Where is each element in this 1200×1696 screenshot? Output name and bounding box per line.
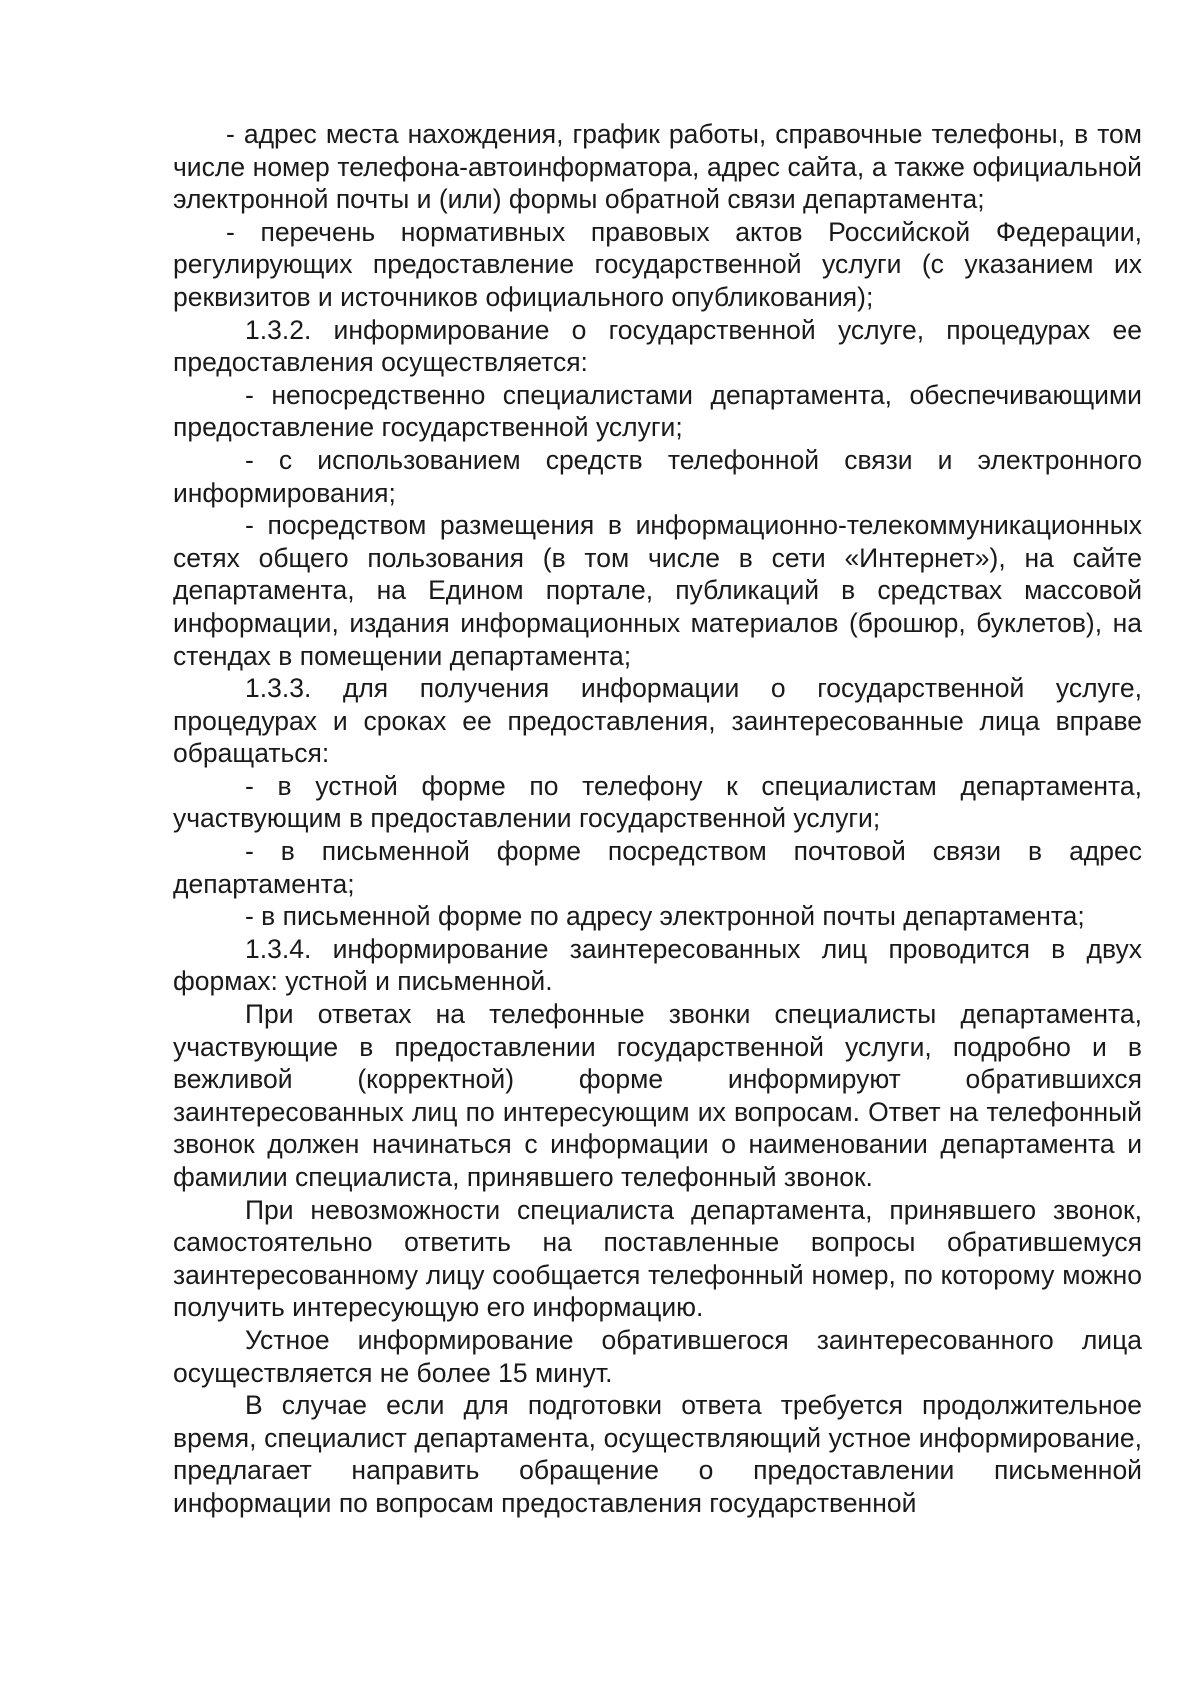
paragraph-telephone: - с использованием средств телефонной связи и электронного информирования;	[173, 444, 1142, 508]
paragraph-specialists: - непосредственно специалистами департамента, обеспечивающими предоставление государственной услуги;	[173, 379, 1142, 443]
paragraph-email-form: - в письменной форме по адресу электронной почты департамента;	[245, 901, 1085, 932]
paragraph-internet: - посредством размещения в информационно-телекоммуникационных сетях общего пользования (в том числе в сети «Интернет»), на сайте департамента, на Едином портале, публикаций в средствах массовой информации, издания информационных материалов (брошюр, буклетов), на стендах в помещении департамента;	[173, 510, 1142, 671]
paragraph-1-3-4: 1.3.4. информирование заинтересованных лиц проводится в двух формах: устной и письменной.	[173, 933, 1142, 997]
paragraph-1-3-2: 1.3.2. информирование о государственной услуге, процедурах ее предоставления осуществляется:	[173, 314, 1142, 378]
paragraph-long-answer: В случае если для подготовки ответа требуется продолжительное время, специалист департамента, осуществляющий устное информирование, предлагает направить обращение о предоставлении письменной информации по вопросам предоставления государственной	[173, 1390, 1142, 1518]
paragraph-phone-answers: При ответах на телефонные звонки специалисты департамента, участвующие в предоставлении государственной услуги, подробно и в вежливой (корректной) форме информируют обратившихся заинтересованных лиц по интересующим их вопросам. Ответ на телефонный звонок должен начинаться с информации о наименовании департамента и фамилии специалиста, принявшего телефонный звонок.	[173, 999, 1142, 1192]
paragraph-legal-acts: - перечень нормативных правовых актов Российской Федерации, регулирующих предоставление государственной услуги (с указанием их реквизитов и источников официального опубликования);	[173, 216, 1142, 312]
paragraph-impossibility: При невозможности специалиста департамента, принявшего звонок, самостоятельно ответить на поставленные вопросы обратившемуся заинтересованному лицу сообщается телефонный номер, по которому можно получить интересующую его информацию.	[173, 1194, 1142, 1323]
paragraph-1-3-3: 1.3.3. для получения информации о государственной услуге, процедурах и сроках ее предоставления, заинтересованные лица вправе обращаться:	[173, 673, 1142, 769]
document-body	[173, 118, 1142, 1520]
paragraph-oral-form: - в устной форме по телефону к специалистам департамента, участвующим в предоставлении государственной услуги;	[173, 770, 1142, 834]
paragraph-duration: Устное информирование обратившегося заинтересованного лица осуществляется не более 15 минут.	[173, 1324, 1142, 1388]
paragraph-postal-form: - в письменной форме посредством почтовой связи в адрес департамента;	[173, 836, 1142, 899]
paragraph-address-info: - адрес места нахождения, график работы, справочные телефоны, в том числе номер телефона-автоинформатора, адрес сайта, а также официальной электронной почты и (или) формы обратной связи департамента;	[173, 119, 1142, 215]
